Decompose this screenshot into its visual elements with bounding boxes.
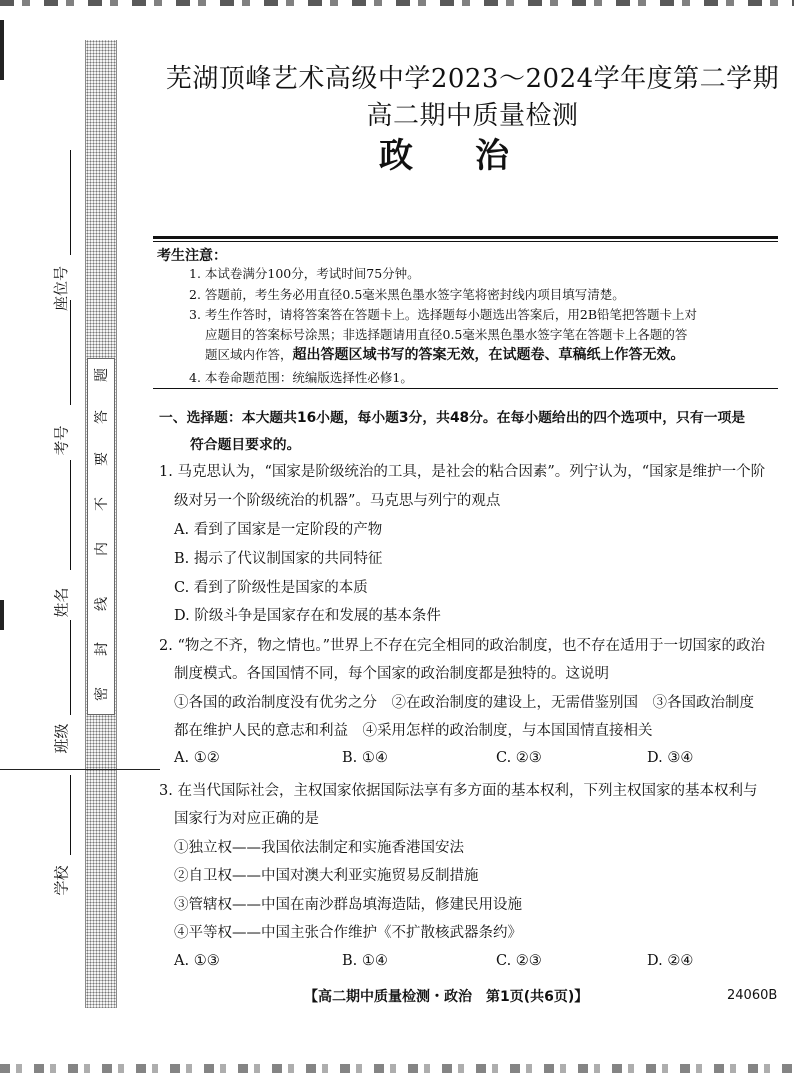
notice-item-text: 题区域内作答， <box>205 347 293 362</box>
question-3-statement: ④平等权——中国主张合作维护《不扩散核武器条约》 <box>174 925 522 941</box>
question-2-option-a[interactable]: A. ①② <box>174 750 220 766</box>
exam-number-field[interactable] <box>70 300 71 405</box>
paper-code: 24060B <box>727 988 778 1003</box>
page-footer: 【高二期中质量检测・政治 第1页(共6页)】 <box>304 989 589 1005</box>
question-1-option-a[interactable]: A. 看到了国家是一定阶段的产物 <box>174 522 383 538</box>
question-2-stem: 2. “物之不齐，物之情也。”世界上不存在完全相同的政治制度，也不存在适用于一切国家的政治 <box>159 638 766 654</box>
question-3-option-d[interactable]: D. ②④ <box>647 953 694 969</box>
seal-line-notice <box>87 358 115 715</box>
question-1-stem: 1. 马克思认为，“国家是阶级统治的工具，是社会的粘合因素”。列宁认为，“国家是维护一个阶 <box>159 464 766 480</box>
divider <box>153 388 778 389</box>
notice-item: 3. 考生作答时，请将答案答在答题卡上。选择题每小题选出答案后，用2B铅笔把答题卡上对 <box>189 307 698 322</box>
seal-char: 题 <box>94 368 110 382</box>
notice-item: 2. 答题前，考生务必用直径0.5毫米黑色墨水签字笔将密封线内项目填写清楚。 <box>189 287 625 302</box>
name-label: 姓名 <box>52 587 71 618</box>
question-3-option-c[interactable]: C. ②③ <box>496 953 542 969</box>
notice-item <box>205 345 685 365</box>
notice-item: 1. 本试卷满分100分，考试时间75分钟。 <box>189 266 420 281</box>
question-1-option-d[interactable]: D. 阶级斗争是国家存在和发展的基本条件 <box>174 608 441 624</box>
scan-edge-top <box>0 0 794 6</box>
question-3-stem: 国家行为对应正确的是 <box>174 811 319 827</box>
question-1-option-b[interactable]: B. 揭示了代议制国家的共同特征 <box>174 551 383 567</box>
question-2-option-d[interactable]: D. ③④ <box>647 750 694 766</box>
seal-char: 要 <box>94 452 110 466</box>
school-label: 学校 <box>52 865 71 896</box>
question-2-statements: ①各国的政治制度没有优劣之分 ②在政治制度的建设上，无需借鉴别国 ③各国政治制度 <box>174 695 754 711</box>
question-3-statement: ③管辖权——中国在南沙群岛填海造陆，修建民用设施 <box>174 897 522 913</box>
notice-heading: 考生注意： <box>157 248 227 264</box>
exam-title: 芜湖顶峰艺术高级中学2023～2024学年度第二学期高二期中质量检测 <box>165 64 780 131</box>
section-heading: 一、选择题：本大题共16小题，每小题3分，共48分。在每小题给出的四个选项中，只有一项是 <box>159 410 746 426</box>
scan-edge-left <box>0 20 4 80</box>
question-3-stem: 3. 在当代国际社会，主权国家依据国际法享有多方面的基本权利，下列主权国家的基本权利与 <box>159 783 758 799</box>
question-2-option-b[interactable]: B. ①④ <box>342 750 388 766</box>
notice-item: 4. 本卷命题范围：统编版选择性必修1。 <box>189 370 413 385</box>
scan-edge-bottom <box>0 1064 794 1073</box>
notice-item: 应题目的答案标号涂黑；非选择题请用直径0.5毫米黑色墨水签字笔在答题卡上各题的答 <box>205 327 688 342</box>
question-3-option-a[interactable]: A. ①③ <box>174 953 220 969</box>
question-3-statement: ①独立权——我国依法制定和实施香港国安法 <box>174 840 464 856</box>
question-2-option-c[interactable]: C. ②③ <box>496 750 542 766</box>
school-field[interactable] <box>70 775 71 855</box>
name-field[interactable] <box>70 460 71 570</box>
seal-char: 答 <box>94 410 110 424</box>
question-3-option-b[interactable]: B. ①④ <box>342 953 388 969</box>
section-heading-cont: 符合题目要求的。 <box>190 437 301 453</box>
class-field[interactable] <box>70 620 71 715</box>
seal-char: 不 <box>94 497 110 511</box>
question-3-statement: ②自卫权——中国对澳大利亚实施贸易反制措施 <box>174 868 479 884</box>
scan-edge-left <box>0 600 4 630</box>
question-1-stem: 级对另一个阶级统治的机器”。马克思与列宁的观点 <box>174 493 501 509</box>
seat-number-field[interactable] <box>70 150 71 255</box>
seat-number-label: 座位号 <box>52 265 71 312</box>
seal-char: 内 <box>94 542 110 556</box>
question-1-option-c[interactable]: C. 看到了阶级性是国家的本质 <box>174 580 368 596</box>
notice-emphasis: 超出答题区域书写的答案无效，在试题卷、草稿纸上作答无效。 <box>292 347 685 363</box>
divider <box>153 241 778 242</box>
exam-number-label: 考号 <box>52 425 71 456</box>
seal-char: 封 <box>94 642 110 656</box>
class-label: 班级 <box>52 723 71 754</box>
subject-title: 政治 <box>379 136 571 176</box>
seal-char: 线 <box>94 597 110 611</box>
question-2-stem: 制度模式。各国国情不同，每个国家的政治制度都是独特的。这说明 <box>174 666 609 682</box>
seal-char: 密 <box>94 687 110 701</box>
cut-line <box>0 769 160 770</box>
divider <box>153 236 778 239</box>
question-2-statements: 都在维护人民的意志和利益 ④采用怎样的政治制度，与本国国情直接相关 <box>174 723 653 739</box>
